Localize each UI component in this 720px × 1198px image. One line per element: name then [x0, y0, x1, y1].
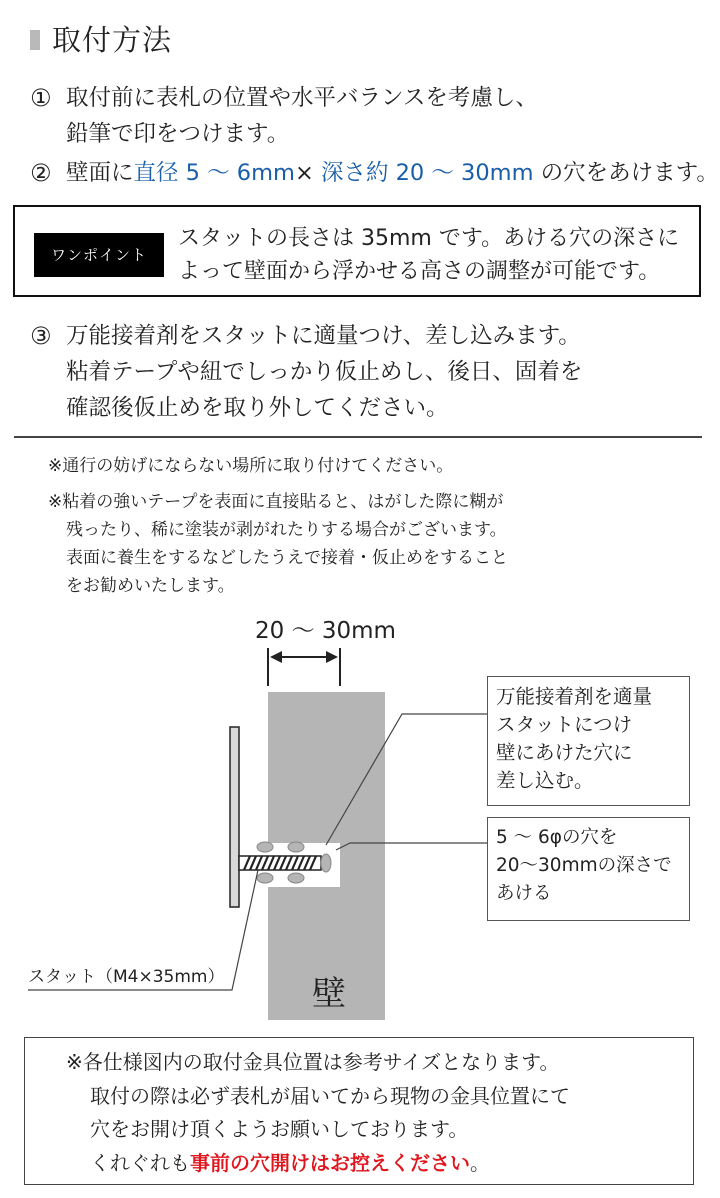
onepoint-badge: ワンポイント — [34, 233, 164, 277]
note-2-line-1: ※粘着の強いテープを表面に直接貼ると、はがした際に糊が — [48, 492, 504, 512]
callout-adhesive-line-4: 差し込む。 — [496, 769, 594, 792]
callout-adhesive-line-3: 壁にあけた穴に — [496, 741, 633, 764]
step-2-depth: 深さ約 20 ～ 30mm — [320, 160, 534, 186]
notice-line-1: ※各仕様図内の取付金具位置は参考サイズとなります。 — [66, 1050, 560, 1074]
step-1-number: ① — [30, 84, 52, 112]
onepoint-line-2: よって壁面から浮かせる高さの調整が可能です。 — [178, 259, 661, 284]
note-1: ※通行の妨げにならない場所に取り付けてください。 — [48, 456, 454, 476]
leader-lines — [28, 714, 487, 990]
stud — [239, 856, 321, 870]
step-2-post: の穴をあけます。 — [533, 160, 719, 186]
step-3-number: ③ — [30, 322, 52, 350]
onepoint-line-1: スタットの長さは 35mm です。あける穴の深さに — [178, 226, 680, 251]
step-2-number: ② — [30, 159, 52, 187]
callout-hole-line-2: 20～30mmの深さで — [496, 855, 672, 876]
notice-line-2: 取付の際は必ず表札が届いてから現物の金具位置にて — [90, 1083, 570, 1108]
step-3-line-3: 確認後仮止めを取り外してください。 — [66, 395, 449, 421]
notice-warning: 事前の穴開けはお控えください — [190, 1150, 470, 1175]
notice-line-3: 穴をお開け頂くようお願いしております。 — [90, 1117, 469, 1141]
callout-hole — [487, 817, 690, 921]
notice-line-4 — [66, 1147, 570, 1181]
notice-line-4-pre: くれぐれも — [90, 1150, 190, 1175]
note-2-line-2: 残ったり、稀に塗装が剥がれたりする場合がございます。 — [66, 520, 507, 540]
callout-hole-line-3: あける — [496, 883, 552, 904]
notice-text — [66, 1046, 570, 1180]
stud-label: スタット（M4×35mm） — [28, 967, 225, 987]
callout-adhesive-line-2: スタットにつけ — [496, 713, 633, 736]
step-2-times: × — [294, 160, 321, 186]
dimension-label: 20 ～ 30mm — [255, 618, 396, 644]
callout-adhesive — [487, 676, 690, 806]
nameplate — [230, 727, 239, 907]
step-2-pre: 壁面に — [66, 160, 134, 186]
note-2-line-3: 表面に養生をするなどしたうえで接着・仮止めをすること — [66, 548, 508, 568]
step-1-line-1: 取付前に表札の位置や水平バランスを考慮し、 — [66, 85, 538, 111]
wall-label: 壁 — [312, 974, 346, 1014]
notice-line-4-post: 。 — [470, 1150, 490, 1175]
callout-adhesive-line-1: 万能接着剤を適量 — [496, 685, 653, 708]
step-3-line-2: 粘着テープや紐でしっかり仮止めし、後日、固着を — [66, 359, 583, 385]
note-2-line-4: をお勧めいたします。 — [66, 576, 235, 596]
step-2-diameter: 直径 5 ～ 6mm — [133, 160, 295, 186]
page-title: 取付方法 — [52, 23, 173, 57]
dimension-arrow — [268, 648, 340, 686]
callout-hole-line-1: 5 ～ 6φの穴を — [496, 827, 618, 848]
step-1-line-2: 鉛筆で印をつけます。 — [66, 121, 290, 147]
step-3-line-1: 万能接着剤をスタットに適量つけ、差し込みます。 — [66, 323, 581, 349]
